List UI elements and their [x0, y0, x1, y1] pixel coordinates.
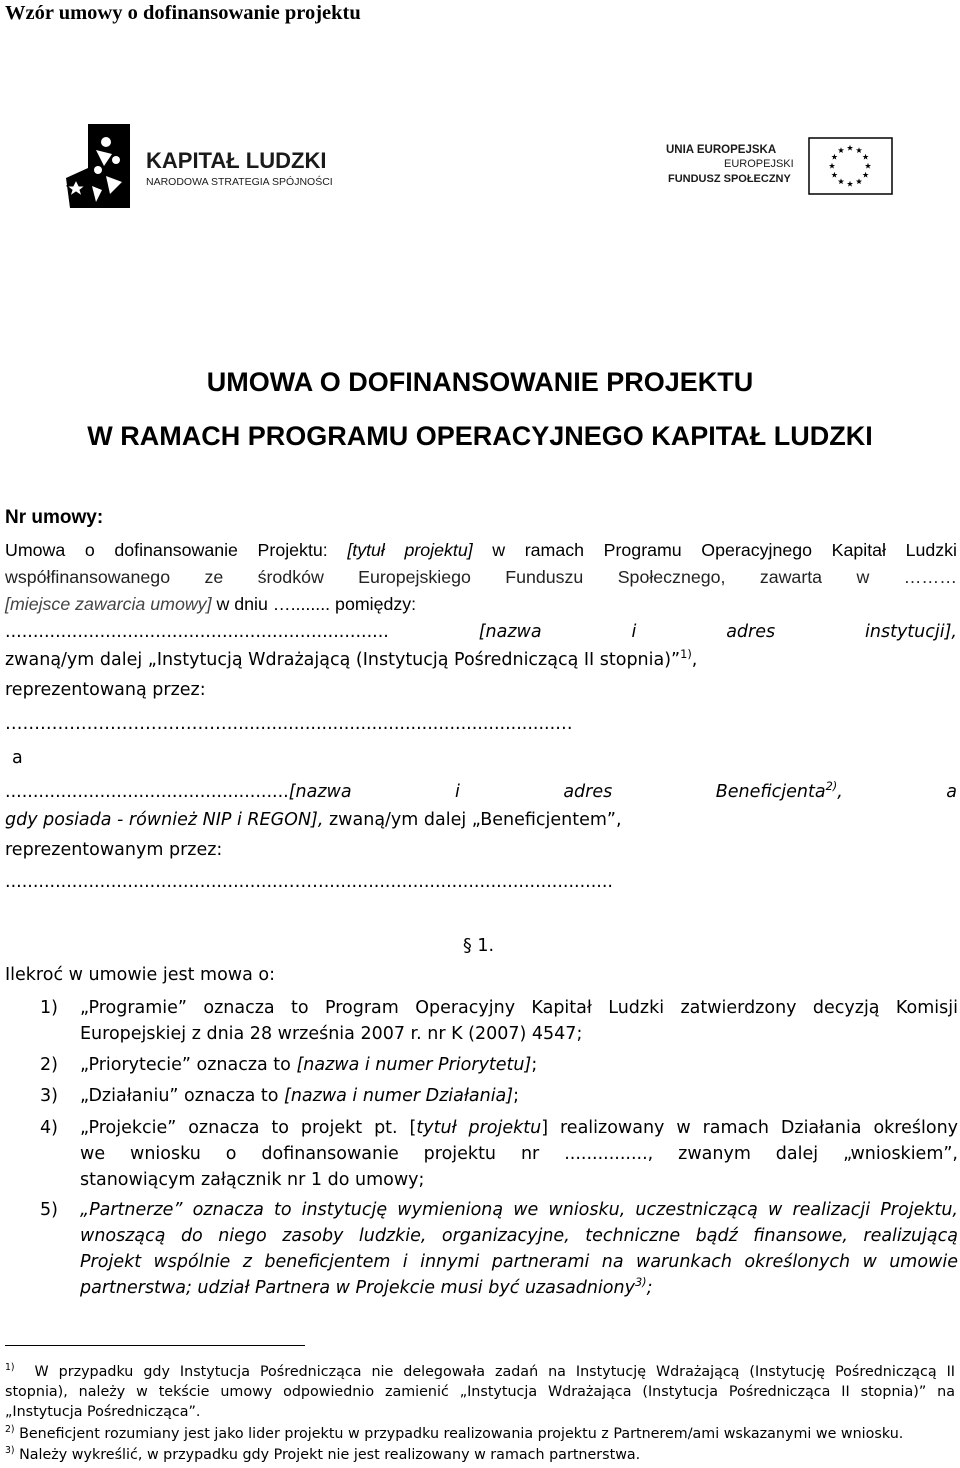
list-item-text: wnoszącą do niego zasoby ludzkie, organizacyjne, techniczne bądź finansowe, realizującą [80, 1226, 958, 1246]
beneficiary-block [5, 779, 957, 895]
intro-text-1: Umowa o dofinansowanie Projektu: [5, 540, 348, 560]
footnote-text: Beneficjent rozumiany jest jako lider projektu w przypadku realizowania projektu z Partnerem/ami wskazanymi we wniosku. [19, 1426, 904, 1442]
institution-role-text: zwaną/ym dalej „Instytucją Wdrażającą (Instytucją Pośredniczącą II stopnia)” [5, 650, 681, 670]
list-item-text: „Priorytecie” oznacza to [80, 1055, 297, 1075]
contract-number-label: Nr umowy: [5, 507, 104, 528]
project-title-placeholder: [tytuł projektu] [347, 540, 473, 560]
intro-date-text: w dniu …........ pomiędzy: [211, 594, 417, 614]
main-title-line1: UMOWA O DOFINANSOWANIE PROJEKTU [206, 367, 754, 397]
logo-ue-line2: EUROPEJSKI [724, 158, 794, 170]
footnote-2 [5, 1424, 955, 1444]
beneficiary-placeholder: [nazwa i adres Beneficjenta [288, 782, 826, 802]
list-item-text: we wniosku o dofinansowanie projektu nr ..............., zwanym dalej „wnioskiem”, [80, 1144, 958, 1164]
institution-placeholder: [nazwa i adres instytucji], [478, 622, 957, 642]
beneficiary-end: , a [837, 782, 957, 802]
list-item-1 [40, 995, 958, 1051]
eu-logo [666, 135, 894, 197]
section-intro: Ilekroć w umowie jest mowa o: [5, 965, 275, 985]
footnote-3 [5, 1445, 955, 1465]
list-item-text: „Partnerze” oznacza to instytucję wymienioną we wniosku, uczestniczącą w realizacji Projektu, [80, 1200, 958, 1220]
beneficiary-nip-placeholder: gdy posiada - również NIP i REGON], [5, 810, 324, 830]
footnote-text: W przypadku gdy Instytucja Pośrednicząca nie delegowała zadań na Instytucję Wdrażającą (Instytucję Pośredniczącą II [34, 1364, 956, 1380]
project-title-placeholder-2: tytuł projektu [416, 1118, 542, 1138]
main-title-line2: W RAMACH PROGRAMU OPERACYJNEGO KAPITAŁ LUDZKI [87, 421, 873, 451]
list-item-text: Projekt wspólnie z beneficjentem i innymi partnerami na warunkach określonych w umowie [80, 1252, 958, 1272]
list-item-text: stanowiącym załącznik nr 1 do umowy; [80, 1170, 425, 1190]
list-item-number: 3) [40, 1086, 58, 1106]
list-item-end: ; [646, 1278, 653, 1298]
footnote-ref-3: 3) [634, 1275, 647, 1290]
list-item-text: ; [513, 1086, 520, 1106]
list-item-text: „Projekcie” oznacza to projekt pt. [ [80, 1118, 417, 1138]
beneficiary-dots: ................................................... [5, 782, 289, 802]
beneficiary-role-text: zwaną/ym dalej „Beneficjentem”, [323, 810, 622, 830]
list-item-text: ; [531, 1055, 538, 1075]
document-title: Wzór umowy o dofinansowanie projektu [5, 2, 361, 24]
representative-dots-1: …………………………………..........................................................… [5, 714, 573, 734]
contract-intro-paragraph [5, 537, 957, 618]
action-placeholder: [nazwa i numer Działania] [284, 1086, 514, 1106]
institution-dots: ..................................................................... [5, 622, 479, 642]
representative-label-1: reprezentowaną przez: [5, 680, 206, 700]
list-item-number: 4) [40, 1118, 58, 1138]
representative-label-2: reprezentowanym przez: [5, 840, 223, 860]
list-item-number: 5) [40, 1200, 58, 1220]
list-item-text: „Działaniu” oznacza to [80, 1086, 284, 1106]
footnote-text: stopnia), należy w tekście umowy odpowiednio zamienić „Instytucja Wdrażająca (Instytucja Pośrednicząca II stopnia)” na [5, 1384, 955, 1400]
and-conjunction: a [12, 748, 23, 768]
footnote-mark: 2) [5, 1424, 15, 1436]
logo-kl-line2: NARODOWA STRATEGIA SPÓJNOŚCI [146, 176, 333, 188]
kapital-ludzki-emblem-icon [66, 120, 346, 212]
footnote-ref-1: 1) [680, 647, 692, 662]
list-item-text: „Programie” oznacza to Program Operacyjny Kapitał Ludzki zatwierdzony decyzją Komisji [80, 998, 958, 1018]
kapital-ludzki-logo [66, 120, 346, 212]
list-item-text: Europejskiej z dnia 28 września 2007 r. nr K (2007) 4547; [80, 1024, 583, 1044]
footnote-divider [5, 1345, 305, 1346]
list-item-number: 2) [40, 1055, 58, 1075]
footnote-mark: 1) [5, 1362, 15, 1374]
institution-comma: , [691, 650, 698, 670]
footnote-mark: 3) [5, 1445, 15, 1457]
logo-ue-line1: UNIA EUROPEJSKA [666, 144, 777, 156]
logo-kl-line1: KAPITAŁ LUDZKI [146, 148, 327, 173]
list-item-text: ] realizowany w ramach Działania określony [541, 1118, 959, 1138]
place-placeholder: [miejsce zawarcia umowy] [5, 594, 212, 614]
intro-text-2: w ramach Programu Operacyjnego Kapitał Ludzki [472, 540, 957, 560]
representative-dots-2: ...................................................…….................................................... [5, 872, 613, 892]
footnote-text: „Instytucja Pośrednicząca”. [5, 1404, 201, 1420]
footnote-1 [5, 1362, 955, 1422]
intro-line2: współfinansowanego ze środków Europejskiego Funduszu Społecznego, zawarta w ……… [5, 567, 957, 587]
section-mark: § 1. [463, 936, 495, 956]
footnote-ref-2: 2) [825, 779, 838, 794]
priority-placeholder: [nazwa i numer Priorytetu] [296, 1055, 532, 1075]
institution-block [5, 619, 957, 737]
logo-ue-line3: FUNDUSZ SPOŁECZNY [668, 173, 791, 185]
list-item-text: partnerstwa; udział Partnera w Projekcie musi być uzasadniony [80, 1278, 635, 1298]
footnote-text: Należy wykreślić, w przypadku gdy Projekt nie jest realizowany w ramach partnerstwa. [19, 1447, 641, 1463]
list-item-number: 1) [40, 998, 58, 1018]
eu-flag-icon [666, 135, 894, 197]
